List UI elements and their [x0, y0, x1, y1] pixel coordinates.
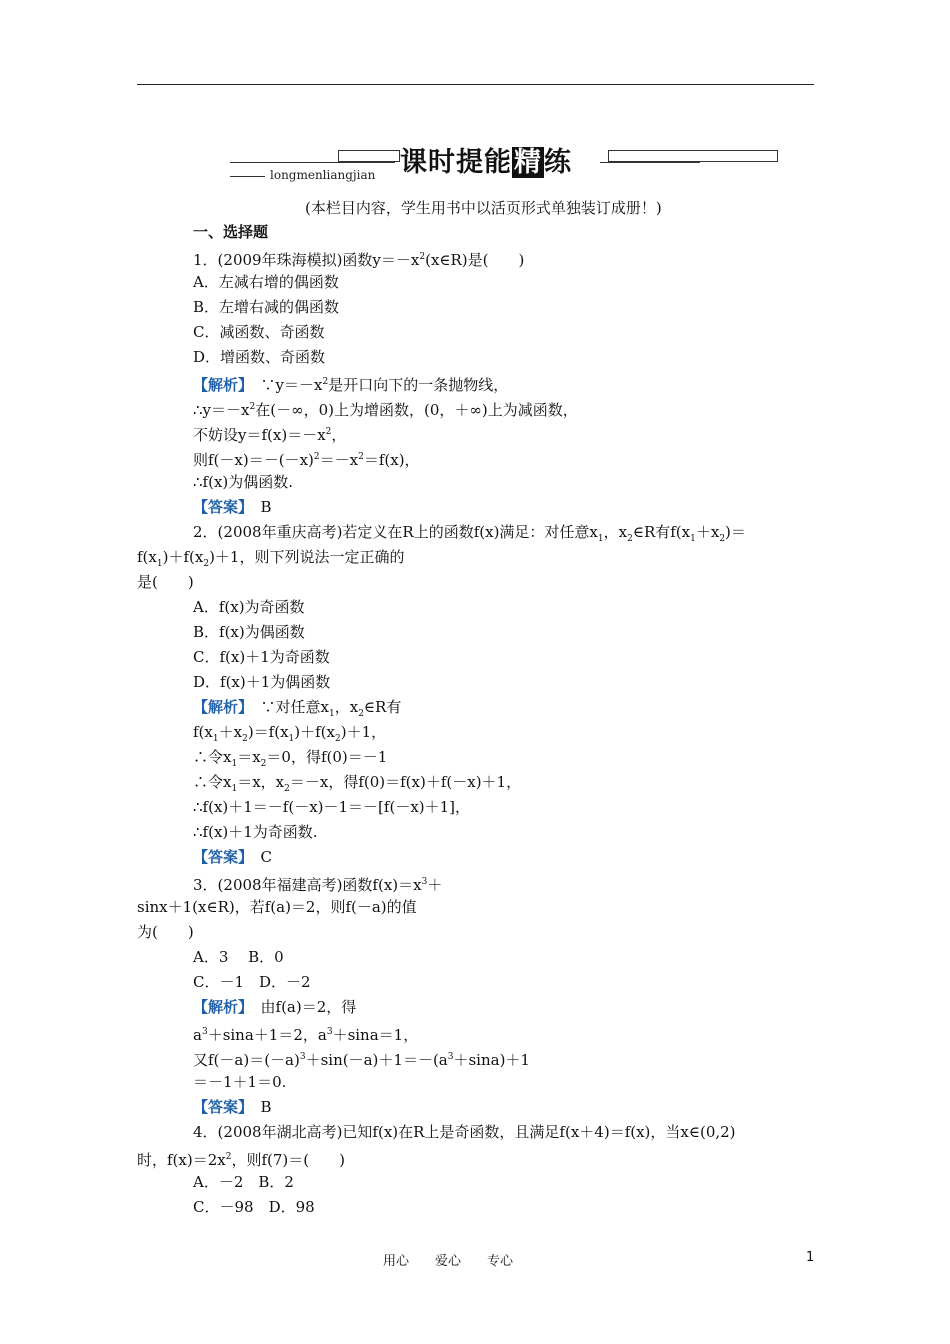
text-line — [193, 497, 272, 517]
text-line — [137, 572, 194, 592]
line-text: B．f(x)为偶函数 — [193, 623, 305, 641]
line-text: $f(x_1)+f(x_2)+1$，则下列说法一定正确的 — [137, 548, 405, 569]
line-text: $f(x_1+x_2)=f(x_1)+f(x_2)+1$， — [193, 723, 387, 744]
text-line — [193, 1122, 736, 1142]
line-text: 1．(2009年珠海模拟)函数$y=-x^2(x\in R)$是( ) — [193, 251, 525, 269]
line-text: 为( ) — [137, 923, 194, 941]
text-line — [193, 747, 387, 774]
line-text: $\because y=-x^2$是开口向下的一条抛物线， — [245, 376, 509, 394]
line-text: 3．(2008年福建高考)函数$f(x)=x^3+$ — [193, 876, 443, 894]
banner-title-highlight: 精 — [514, 147, 542, 178]
line-text: B — [245, 1098, 272, 1116]
banner-subtitle: longmenliangjian — [270, 168, 376, 182]
banner-title-main: 课时提能 — [400, 147, 512, 178]
line-text: 又$f(-a)=(-a)^3+\sin(-a)+1=-(a^3+\sin a)+1$ — [193, 1051, 530, 1069]
text-line — [193, 1022, 418, 1045]
line-text: C．－1 D．－2 — [193, 973, 311, 991]
text-line — [193, 947, 284, 967]
line-text: ＝－1＋1＝0. — [193, 1073, 287, 1091]
text-line — [193, 997, 356, 1017]
line-text: sinx＋1(x∈R)，若f(a)＝2，则f(－a)的值 — [137, 898, 417, 916]
answer-tag: 【解析】 — [193, 376, 246, 394]
line-text: D．增函数、奇函数 — [193, 348, 326, 366]
section-heading: 一、选择题 — [193, 223, 269, 241]
text-line — [193, 1072, 286, 1092]
footer-motto: 用心 爱心 专心 — [383, 1254, 514, 1269]
text-line — [137, 922, 194, 942]
text-line — [193, 422, 346, 445]
answer-tag: 【解析】 — [193, 998, 246, 1016]
text-line — [193, 672, 330, 692]
banner-box-left — [338, 150, 400, 162]
line-text: 4．(2008年湖北高考)已知f(x)在R上是奇函数，且满足f(x＋4)＝f(x)，当x∈(0,2) — [193, 1123, 736, 1141]
line-text: 2．(2008年重庆高考)若定义在R上的函数f(x)满足：对任意$x_1$，$x_2\in R$有$f(x_1+x_2)=$ — [193, 523, 746, 544]
answer-tag: 【解析】 — [193, 698, 246, 716]
text-line — [193, 622, 305, 642]
text-line — [193, 397, 578, 420]
answer-tag: 【答案】 — [193, 1098, 246, 1116]
text-line — [193, 697, 401, 724]
banner-line-right — [600, 162, 700, 163]
line-text: 则$f(-x)=-(-x)^2=-x^2=f(x)$， — [193, 451, 420, 469]
text-line — [193, 722, 386, 749]
text-line — [137, 897, 417, 917]
line-text: ∴f(x)为偶函数. — [193, 473, 294, 491]
text-line — [193, 797, 470, 817]
line-text: C．减函数、奇函数 — [193, 323, 325, 341]
line-text: 时，$f(x)=2x^2$，则f(7)＝( ) — [137, 1151, 345, 1169]
text-line — [193, 322, 324, 342]
line-text: C — [245, 848, 272, 866]
line-text: B．左增右减的偶函数 — [193, 298, 340, 316]
text-line — [193, 1172, 294, 1192]
text-line — [193, 872, 442, 895]
answer-tag: 【答案】 — [193, 498, 246, 516]
line-text: $\therefore y=-x^2$在(－∞，0)上为增函数，(0，＋∞)上为减函数， — [193, 401, 578, 419]
text-line — [193, 447, 420, 470]
page-number: 1 — [806, 1250, 815, 1265]
top-rule — [137, 84, 814, 85]
text-line — [193, 1197, 315, 1217]
text-line — [137, 547, 404, 574]
text-line — [193, 297, 339, 317]
text-line — [193, 272, 339, 292]
text-line — [193, 1097, 272, 1117]
line-text: 是( ) — [137, 573, 194, 591]
banner-title — [400, 140, 572, 179]
text-line — [193, 372, 508, 395]
text-line — [193, 247, 524, 270]
line-text: A．3 B．0 — [193, 948, 284, 966]
answer-tag: 【答案】 — [193, 848, 246, 866]
text-line — [193, 647, 330, 667]
text-line — [193, 597, 305, 617]
line-text: A．左减右增的偶函数 — [193, 273, 339, 291]
text-line — [193, 772, 521, 799]
text-line — [193, 347, 325, 367]
line-text: ∴f(x)＋1＝－f(－x)－1＝－[f(－x)＋1]， — [193, 798, 471, 816]
notice-text: (本栏目内容，学生用书中以活页形式单独装订成册！) — [305, 199, 662, 217]
text-line — [193, 472, 293, 492]
text-line — [193, 847, 272, 867]
line-text: D．f(x)＋1为偶函数 — [193, 673, 331, 691]
line-text: ∴f(x)＋1为奇函数. — [193, 823, 318, 841]
banner-line-left — [230, 162, 395, 163]
section-banner — [230, 140, 780, 186]
banner-title-end: 练 — [544, 147, 572, 178]
line-text: A．f(x)为奇函数 — [193, 598, 305, 616]
line-text: ∴令$x_1=x$，$x_2=-x$，得f(0)＝f(x)＋f(－x)＋1， — [193, 773, 522, 794]
text-line — [193, 1047, 530, 1070]
line-text: B — [245, 498, 272, 516]
line-text: C．－98 D．98 — [193, 1198, 315, 1216]
text-line — [193, 972, 311, 992]
line-text: 由f(a)＝2，得 — [245, 998, 357, 1016]
line-text: ∵对任意$x_1$，$x_2\in R$有 — [245, 698, 402, 719]
banner-box-right — [608, 150, 778, 162]
text-line — [137, 1147, 345, 1170]
line-text: $a^3+\sin a+1=2$，$a^3+\sin a=1$， — [193, 1026, 419, 1044]
banner-subline — [230, 176, 265, 177]
line-text: C．f(x)＋1为奇函数 — [193, 648, 330, 666]
text-line — [193, 522, 746, 549]
text-line — [193, 822, 318, 842]
line-text: ∴令$x_1=x_2=0$，得f(0)＝－1 — [193, 748, 388, 769]
line-text: 不妨设$y=f(x)=-x^2$， — [193, 426, 347, 444]
line-text: A．－2 B．2 — [193, 1173, 294, 1191]
